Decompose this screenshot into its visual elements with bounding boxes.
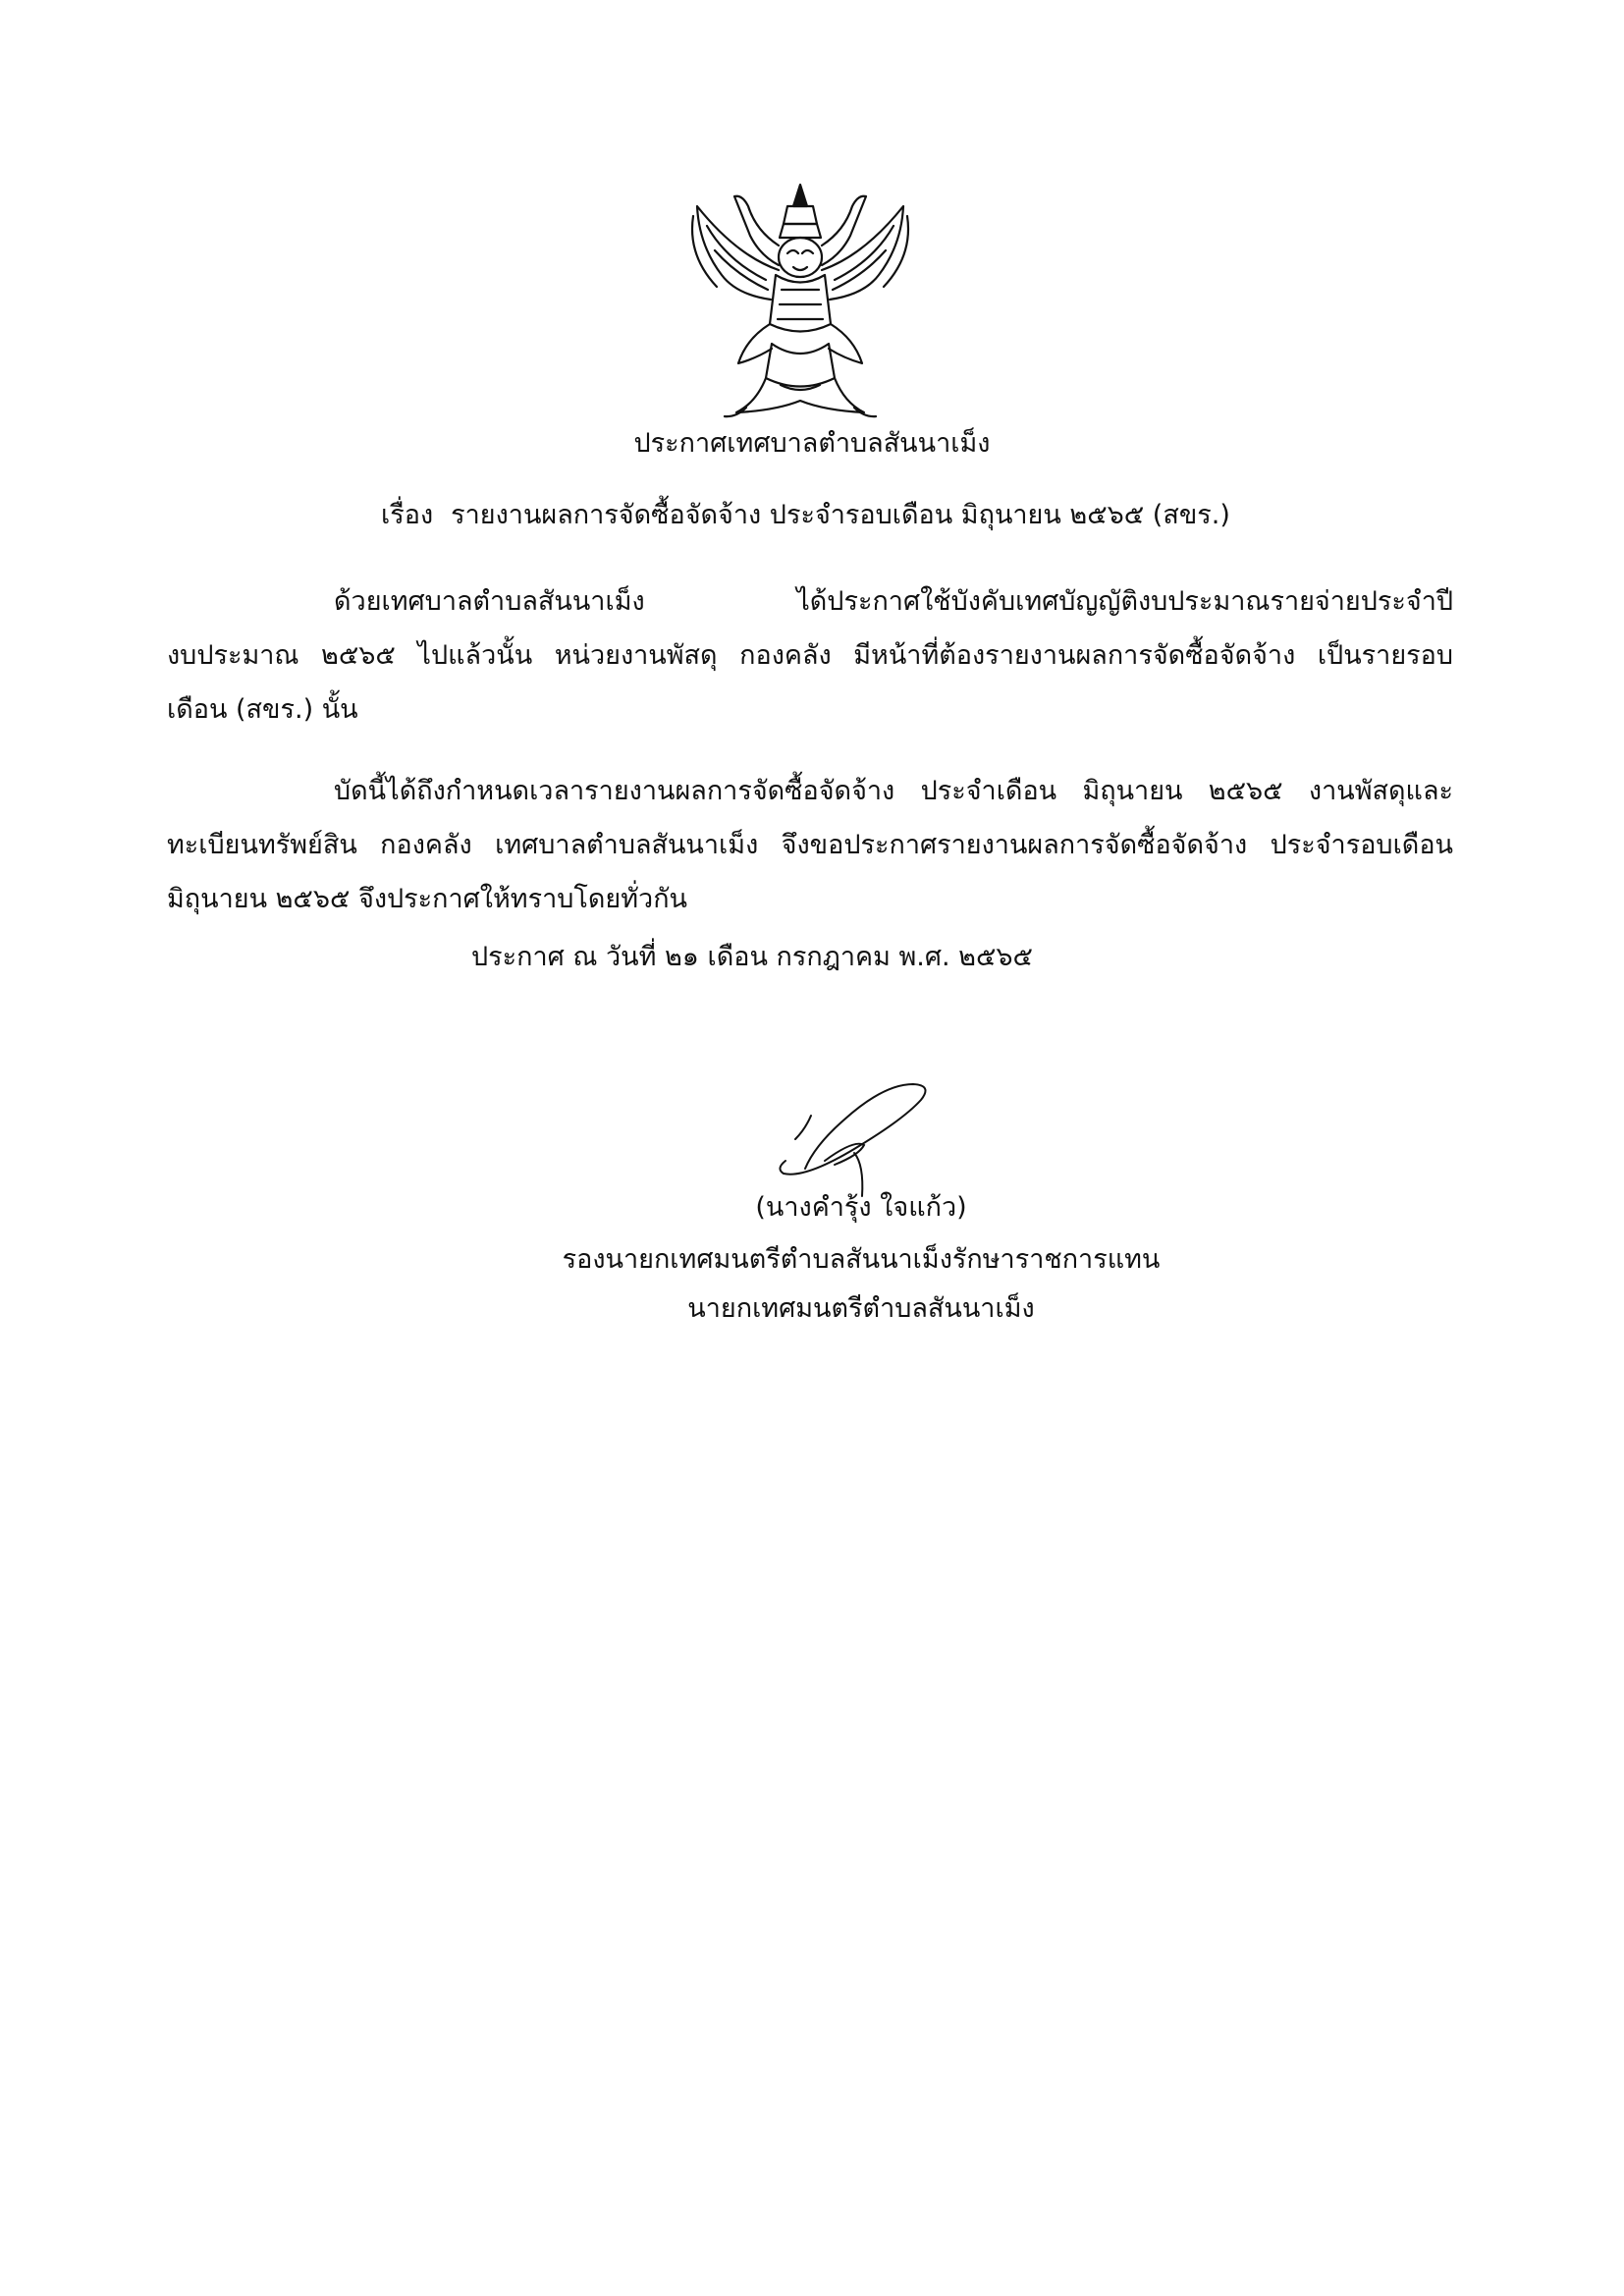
subject-line [381,496,1230,535]
announcement-title: ประกาศเทศบาลตำบลสันนาเม็ง [633,428,991,459]
paragraph-line: ทะเบียนทรัพย์สิน กองคลัง เทศบาลตำบลสันนาเม็ง จึงขอประกาศรายงานผลการจัดซื้อจัดจ้าง ประจำรอบเดือน [167,830,1453,860]
paragraph-1 [167,574,1453,737]
handwritten-signature [766,1070,943,1198]
signer-position-2: นายกเทศมนตรีตำบลสันนาเม็ง [687,1293,1035,1324]
subject-text: รายงานผลการจัดซื้อจัดจ้าง ประจำรอบเดือน มิถุนายน ๒๕๖๕ (สขร.) [451,500,1230,530]
paragraph-line: ด้วยเทศบาลตำบลสันนาเม็ง ได้ประกาศใช้บังคับเทศบัญญัติงบประมาณรายจ่ายประจำปี [334,586,1453,617]
signer-name: (นางคำรุ้ง ใจแก้ว) [755,1192,967,1223]
paragraph-line: งบประมาณ ๒๕๖๕ ไปแล้วนั้น หน่วยงานพัสดุ กองคลัง มีหน้าที่ต้องรายงานผลการจัดซื้อจัดจ้าง เป็นรายรอบ [167,640,1453,671]
announcement-date: ประกาศ ณ วันที่ ๒๑ เดือน กรกฎาคม พ.ศ. ๒๕๖๕ [471,942,1033,972]
subject-label: เรื่อง [381,500,434,530]
paragraph-line: เดือน (สขร.) นั้น [167,694,358,725]
garuda-emblem-icon [677,177,923,422]
signer-position: รองนายกเทศมนตรีตำบลสันนาเม็งรักษาราชการแทน [562,1244,1161,1275]
paragraph-2 [167,764,1453,926]
paragraph-line: บัดนี้ได้ถึงกำหนดเวลารายงานผลการจัดซื้อจัดจ้าง ประจำเดือน มิถุนายน ๒๕๖๕ งานพัสดุและ [334,776,1453,806]
paragraph-line: มิถุนายน ๒๕๖๕ จึงประกาศให้ทราบโดยทั่วกัน [167,884,688,914]
